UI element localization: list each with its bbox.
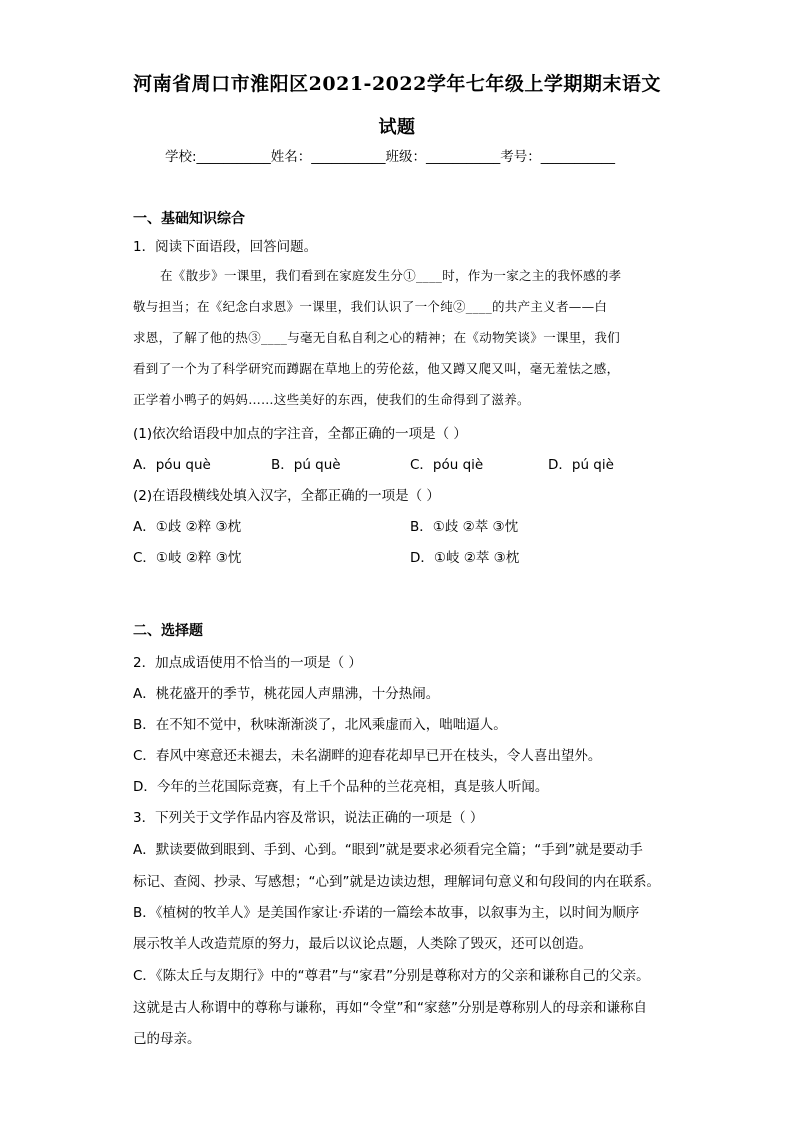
option-b: B．在不知不觉中，秋味渐渐淡了，北风乘虚而入，咄咄逼人。 [133, 717, 507, 733]
option-d: D．①岐 ②萃 ③枕 [410, 550, 520, 566]
option-d: D．pú qiè [548, 457, 614, 473]
option-a: A．①歧 ②粹 ③枕 [133, 519, 242, 535]
subquestion-1-stem: (1)依次给语段中加点的字注音，全都正确的一项是（ ） [133, 426, 467, 442]
page-title-continued: 试题 [378, 117, 416, 138]
passage-line: 正学着小鸭子的妈妈……这些美好的东西，使我们的生命得到了滋养。 [133, 392, 530, 407]
passage-line: 看到了一个为了科学研究而蹲踞在草地上的劳伦兹，他又蹲又爬又叫，毫无羞怯之感， [133, 361, 620, 376]
option-c: C．春风中寒意还未褪去，未名湖畔的迎春花却早已开在枝头，令人喜出望外。 [133, 748, 602, 764]
question-3-stem: 3．下列关于文学作品内容及常识，说法正确的一项是（ ） [133, 810, 484, 826]
subquestion-2-stem: (2)在语段横线处填入汉字，全都正确的一项是（ ） [133, 488, 440, 504]
option-d: D．今年的兰花国际竞赛，有上千个品种的兰花亮相，真是骇人听闻。 [133, 779, 549, 795]
option-b-line: 展示牧羊人改造荒原的努力，最后以议论点题，人类除了毁灭，还可以创造。 [133, 936, 592, 952]
section-heading-multiple-choice: 二、选择题 [133, 623, 203, 639]
passage-line: 求恩，了解了他的热③____与毫无自私自利之心的精神；在《动物笑谈》一课里，我们 [133, 330, 621, 345]
option-c-line: 己的母亲。 [133, 1031, 201, 1047]
section-heading-basic-knowledge: 一、基础知识综合 [133, 211, 245, 227]
option-c: C．póu qiè [410, 457, 484, 473]
question-2-stem: 2．加点成语使用不恰当的一项是（ ） [133, 655, 362, 671]
student-info-line: 学校:___________姓名：___________班级：___________考号：___________ [165, 149, 616, 165]
passage-line: 敬与担当；在《纪念白求恩》一课里，我们认识了一个纯②____的共产主义者——白 [133, 299, 608, 314]
option-c-line: 这就是古人称谓中的尊称与谦称，再如“令堂”和“家慈”分别是尊称别人的母亲和谦称自 [133, 1000, 647, 1016]
option-a-line: 标记、查阅、抄录、写感想；“心到”就是边读边想，理解词句意义和句段间的内在联系。 [133, 874, 660, 890]
page-title: 河南省周口市淮阳区2021-2022学年七年级上学期期末语文 [133, 73, 661, 95]
option-a-line: A．默读要做到眼到、手到、心到。“眼到”就是要求必须看完全篇；“手到”就是要动手 [133, 842, 643, 858]
question-1-stem: 1．阅读下面语段，回答问题。 [133, 239, 318, 255]
option-a: A．桃花盛开的季节，桃花园人声鼎沸，十分热闹。 [133, 686, 440, 702]
option-b-line: B．《植树的牧羊人》是美国作家让·乔诺的一篇绘本故事，以叙事为主，以时间为顺序 [133, 905, 640, 921]
option-c: C．①岐 ②粹 ③忱 [133, 550, 242, 566]
option-c-line: C．《陈太丘与友期行》中的“尊君”与“家君”分别是尊称对方的父亲和谦称自己的父亲。 [133, 968, 650, 984]
option-b: B．①歧 ②萃 ③忱 [410, 519, 519, 535]
option-b: B．pú què [271, 457, 341, 473]
passage-line: 在《散步》一课里，我们看到在家庭发生分①____时，作为一家之主的我怀感的孝 [160, 268, 622, 283]
option-a: A．póu què [133, 457, 211, 473]
